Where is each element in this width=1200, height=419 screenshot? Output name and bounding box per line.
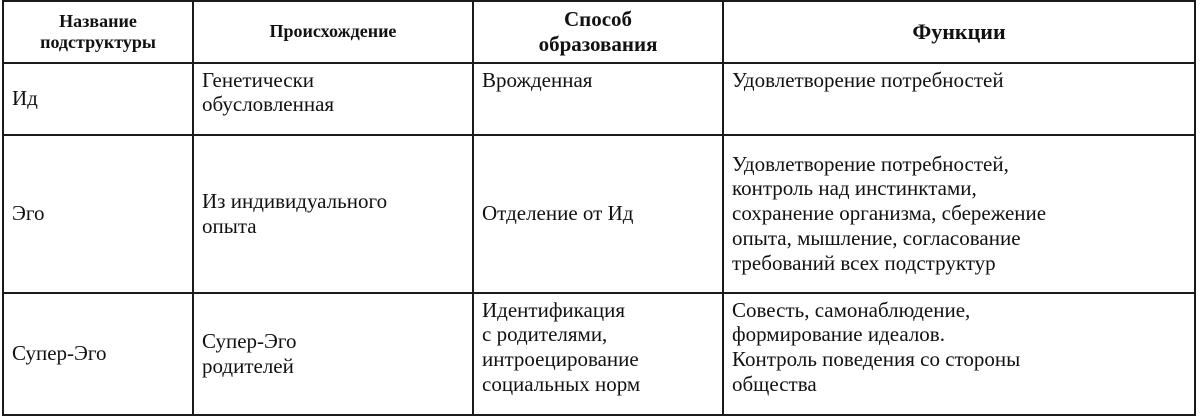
- cell-substructure-name: Ид: [3, 63, 193, 135]
- method-line-1: Врожденная: [482, 67, 593, 92]
- cell-substructure-name: Эго: [3, 135, 193, 293]
- personality-structure-table: [2, 0, 1196, 416]
- method-line-1: Отделение от Ид: [482, 201, 634, 226]
- cell-method: [473, 63, 723, 135]
- functions-line-1: Удовлетворение потребностей: [732, 67, 1004, 92]
- column-header-name-line-1: Название: [59, 10, 137, 31]
- origin-line-1: Генетически: [202, 67, 315, 92]
- column-header-method-line-2: образования: [538, 31, 658, 56]
- column-header-origin-line-1: Происхождение: [269, 21, 397, 42]
- method-line-1: Идентификация: [482, 297, 626, 322]
- origin-line-1: Супер-Эго: [202, 328, 297, 353]
- functions-line-2: формирование идеалов.: [732, 322, 945, 347]
- cell-method: [473, 293, 723, 415]
- functions-line-2: контроль над инстинктами,: [732, 176, 977, 201]
- cell-origin: [193, 293, 473, 415]
- origin-line-2: опыта: [202, 213, 257, 238]
- origin-line-1: Из индивидуального: [202, 188, 388, 213]
- column-header-functions: [723, 1, 1195, 63]
- cell-origin: [193, 63, 473, 135]
- functions-line-3: сохранение организма, сбережение: [732, 201, 1047, 226]
- functions-line-4: общества: [732, 371, 817, 396]
- column-header-origin: [193, 1, 473, 63]
- method-line-3: интроецирование: [482, 347, 639, 372]
- table-row: [3, 293, 1195, 415]
- functions-line-1: Удовлетворение потребностей,: [732, 151, 1009, 176]
- method-line-4: социальных норм: [482, 371, 641, 396]
- table-row: [3, 63, 1195, 135]
- cell-functions: [723, 63, 1195, 135]
- column-header-name: [3, 1, 193, 63]
- column-header-name-line-2: подструктуры: [40, 31, 156, 52]
- origin-line-2: родителей: [202, 353, 294, 378]
- functions-line-3: Контроль поведения со стороны: [732, 347, 1021, 372]
- functions-line-4: опыта, мышление, согласование: [732, 225, 1021, 250]
- cell-substructure-name: Супер-Эго: [3, 293, 193, 415]
- cell-method: [473, 135, 723, 293]
- column-header-method: [473, 1, 723, 63]
- cell-origin: [193, 135, 473, 293]
- table-header: [3, 1, 1195, 63]
- functions-line-1: Совесть, самонаблюдение,: [732, 297, 971, 322]
- cell-functions: [723, 293, 1195, 415]
- table-header-row: [3, 1, 1195, 63]
- origin-line-2: обусловленная: [202, 92, 335, 117]
- column-header-functions-line-1: Функции: [912, 18, 1006, 44]
- table-row: [3, 135, 1195, 293]
- table-body: [3, 63, 1195, 415]
- functions-line-5: требований всех подструктур: [732, 250, 996, 275]
- method-line-2: с родителями,: [482, 322, 608, 347]
- column-header-method-line-1: Способ: [563, 7, 633, 31]
- cell-functions: [723, 135, 1195, 293]
